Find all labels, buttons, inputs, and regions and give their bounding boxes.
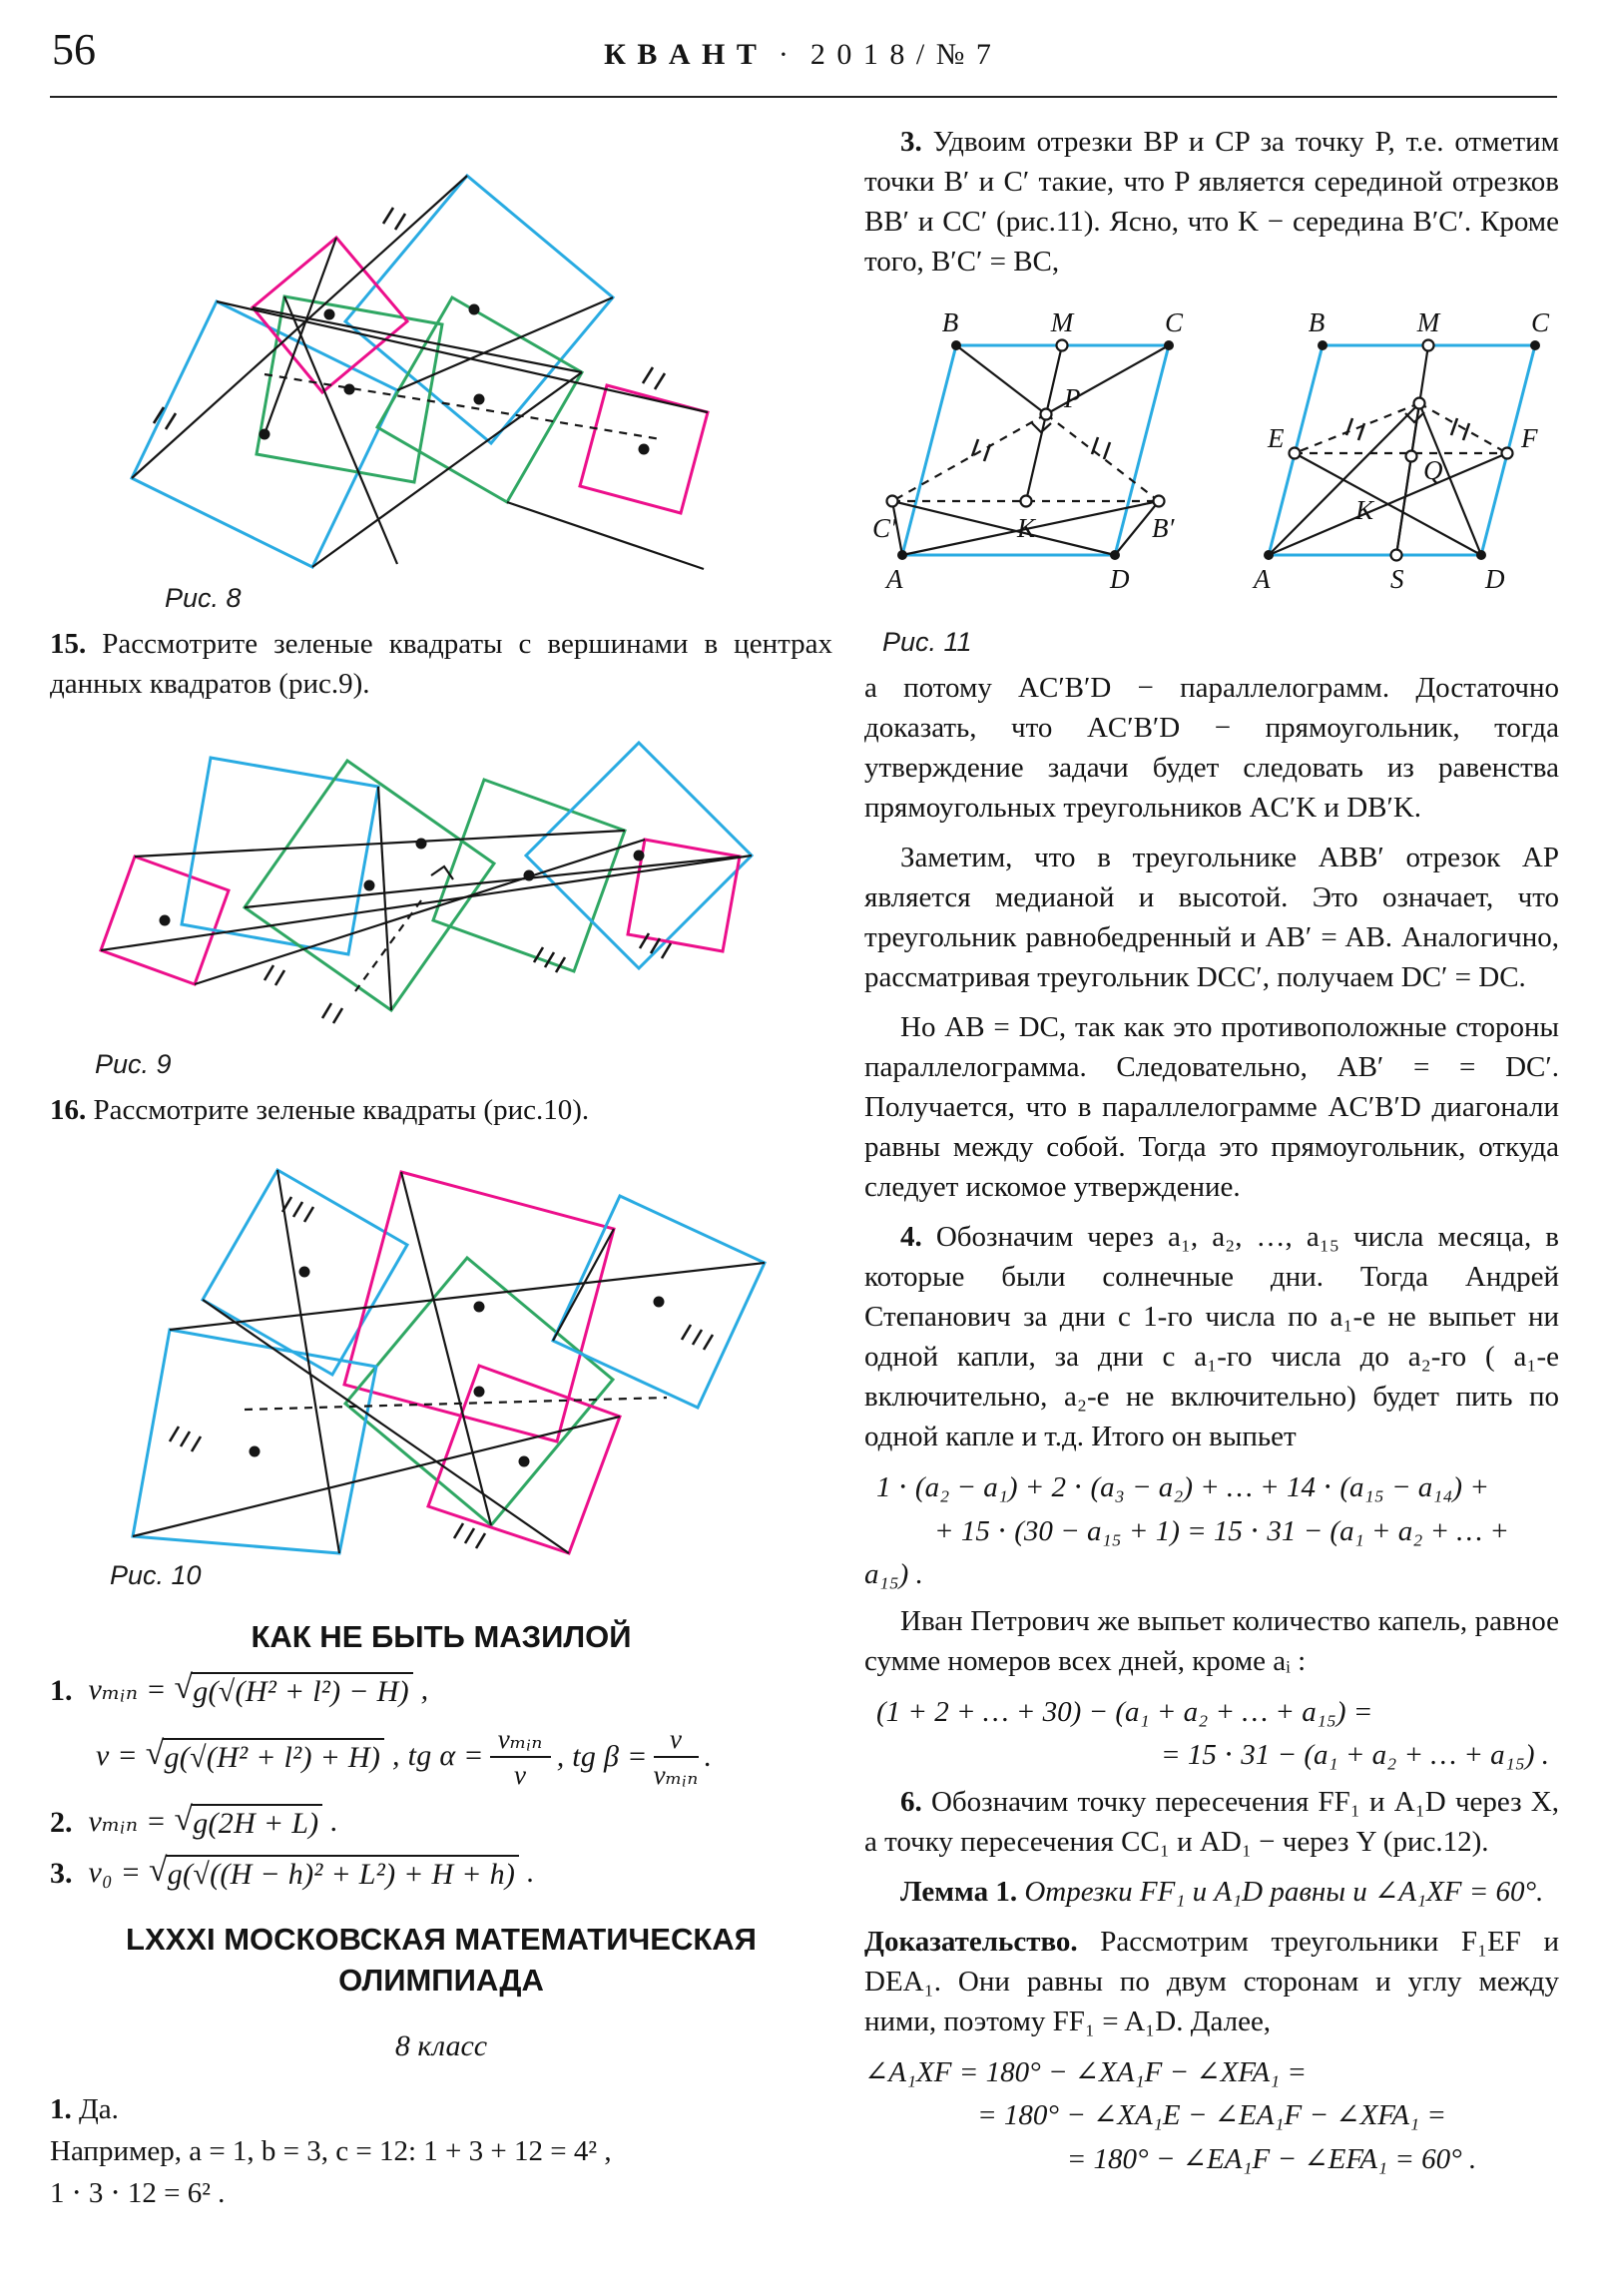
problem-16-number: 16. xyxy=(50,1094,87,1127)
header-rule xyxy=(50,96,1557,98)
formula-1-line1: 1. vₘᵢₙ = √ g(√(H² + l²) − H) , xyxy=(50,1672,832,1711)
svg-text:P: P xyxy=(1064,383,1081,414)
solution-4-number: 4. xyxy=(900,1221,922,1254)
proof-label: Доказательство. xyxy=(864,1925,1078,1958)
svg-text:B′: B′ xyxy=(1152,513,1175,544)
formula-1-line2: v = √ g(√(H² + l²) + H) , tg α = $\frac{\text{vₘᵢₙ}}{v}$ , tg β = $\frac{v}{\text{vₘᵢₙ}}$ . xyxy=(96,1723,713,1791)
solution-3-note: Заметим, что в треугольнике ABB′ отрезок AP является медианой и высотой. Это означает, что треугольник равнобедренный и AB′ = AB. Аналогично, рассматривая треугольник DCC′, получаем DC′ = DC. xyxy=(864,842,1559,994)
problem-15 xyxy=(50,624,832,704)
figure-10-construction-lines xyxy=(133,1170,765,1553)
solution-4: 4. Обозначим через a₁, a₂, …, a₁₅ числа месяца, в которые были солнечные дни. Тогда Андрей Степанович за дни с 1-го числа по a₁-е не выпьет ни одной капли, за дни с a₁-го числа до a₂-го ( a₁-е включительно, a₂-е не включительно) будет пить по одной капле и т.д. Итого он выпьет xyxy=(864,1221,1560,1453)
svg-text:A: A xyxy=(886,564,903,595)
olympiad-heading-line1: LXXXI МОСКОВСКАЯ МАТЕМАТИЧЕСКАЯ xyxy=(126,1921,757,1957)
olympiad-heading-line2: ОЛИМПИАДА xyxy=(338,1962,544,1998)
journal-issue: 2 0 1 8 / № 7 xyxy=(809,38,993,71)
problem-15-text: Рассмотрите зеленые квадраты с вершинами в центрах данных квадратов (рис.9). xyxy=(50,628,832,701)
solution-6-number: 6. xyxy=(900,1785,922,1818)
masthead-separator: · xyxy=(778,38,791,71)
olympiad-answer-1: 1. Да. xyxy=(50,2092,119,2125)
figure-10 xyxy=(50,1142,830,1556)
journal-masthead xyxy=(0,38,1597,72)
lemma-1-proof: Доказательство. Рассмотрим треугольники F₁EF и DEA₁. Они равны по двум сторонам и углу между ними, поэтому FF₁ = A₁D. Далее, xyxy=(864,1925,1560,2037)
svg-text:M: M xyxy=(1050,307,1074,338)
page-number: 56 xyxy=(52,25,96,74)
formula-drops-total: 1 ⋅ (a₂ − a₁) + 2 ⋅ (a₃ − a₂) + … + 14 ⋅ (a₁₅ − a₁₄) + + 15 ⋅ (30 − a₁₅ + 1) = 15 ⋅ 31 − (a₁ + a₂ + … + a₁₅) . xyxy=(864,1471,1509,1591)
svg-text:F: F xyxy=(1521,423,1538,454)
solution-4-ivan: Иван Петрович же выпьет количество капель, равное сумме номеров всех дней, кроме aᵢ : xyxy=(864,1604,1559,1677)
svg-text:D: D xyxy=(1110,564,1130,595)
grade-subheading: 8 класс xyxy=(394,2028,488,2062)
formula-2: 2. vₘᵢₙ = √ g(2H + L) . xyxy=(50,1804,832,1843)
svg-text:Q: Q xyxy=(1423,455,1443,486)
figure-8-colored-squares xyxy=(132,176,708,567)
solution-6: 6. Обозначим точку пересечения FF₁ и A₁D через X, а точку пересечения CC₁ и AD₁ − через Y (рис.12). xyxy=(864,1785,1559,1858)
svg-text:K: K xyxy=(1017,513,1036,544)
lemma-1 xyxy=(864,1872,1559,1912)
solution-3-conclusion: Но AB = DC, так как это противоположные стороны параллелограмма. Следовательно, AB′ = = DC′. Получается, что в параллелограмме AC′B′D диагонали равны между собой. Тогда это прямоугольник, откуда следует искомое утверждение. xyxy=(864,1011,1559,1204)
formula-3: 3. v₀ = √ g(√((H − h)² + L²) + H + h) . xyxy=(50,1855,832,1894)
figure-11-caption: Рис. 11 xyxy=(882,627,972,658)
answer-1-number: 1. xyxy=(50,2092,72,2125)
figure-11-left-parallelogram xyxy=(902,345,1169,555)
figure-9-colored-squares xyxy=(101,743,752,1010)
problem-16-text: Рассмотрите зеленые квадраты (рис.10). xyxy=(93,1094,590,1127)
figure-8-points xyxy=(260,304,650,455)
right-column xyxy=(864,108,1559,2185)
journal-title: К В А Н Т xyxy=(604,38,759,71)
svg-text:A: A xyxy=(1254,564,1271,595)
figure-10-caption: Рис. 10 xyxy=(110,1560,202,1591)
figure-9-caption: Рис. 9 xyxy=(95,1049,172,1080)
olympiad-example-line1: Например, a = 1, b = 3, c = 12: 1 + 3 + 12 = 4² , xyxy=(50,2134,612,2167)
svg-text:M: M xyxy=(1416,307,1440,338)
formula-drops-ivan: (1 + 2 + … + 30) − (a₁ + a₂ + … + a₁₅) = = 15 ⋅ 31 − (a₁ + a₂ + … + a₁₅) . xyxy=(876,1695,1549,1772)
formula-1-number: 1. xyxy=(50,1674,73,1708)
formula-angle-chain: ∠A₁XF = 180° − ∠XA₁F − ∠XFA₁ = = 180° − ∠XA₁E − ∠EA₁F − ∠XFA₁ = = 180° − ∠EA₁F − ∠EFA₁ = 60° . xyxy=(864,2055,1477,2175)
svg-text:S: S xyxy=(1390,564,1404,595)
figure-11-right-lines xyxy=(1269,345,1507,555)
solution-3-intro: 3. Удвоим отрезки BP и CP за точку P, т.е. отметим точки B′ и C′ такие, что P является серединой отрезков BB′ и CC′ (рис.11). Ясно, что K − середина B′C′. Кроме того, B′C′ = BC, xyxy=(864,126,1559,279)
figure-8 xyxy=(50,120,830,579)
svg-text:K: K xyxy=(1355,495,1374,526)
svg-text:C: C xyxy=(1164,307,1184,338)
fraction-tg-beta: $\frac{v}{\text{vₘᵢₙ}}$ xyxy=(653,1723,699,1791)
svg-text:E: E xyxy=(1268,423,1285,454)
problem-16 xyxy=(50,1090,832,1130)
solution-3-number: 3. xyxy=(900,126,922,158)
formula-2-number: 2. xyxy=(50,1806,73,1840)
problem-15-number: 15. xyxy=(50,628,87,660)
lemma-1-label: Лемма 1. xyxy=(900,1875,1018,1908)
figure-11-right-points xyxy=(1264,340,1540,561)
svg-text:B: B xyxy=(941,307,959,338)
svg-text:C′: C′ xyxy=(872,513,896,544)
lemma-1-statement: Отрезки FF₁ и A₁D равны и ∠A₁XF = 60°. xyxy=(1024,1875,1544,1908)
figure-9 xyxy=(50,716,830,1045)
section-heading-olympiad xyxy=(50,1920,832,2002)
svg-text:C: C xyxy=(1530,307,1550,338)
formula-block-1 xyxy=(50,1668,832,1792)
section-heading-shooting: КАК НЕ БЫТЬ МАЗИЛОЙ xyxy=(251,1619,632,1655)
figure-11 xyxy=(864,293,1559,623)
olympiad-example-line2: 1 ⋅ 3 ⋅ 12 = 6² . xyxy=(50,2176,226,2209)
svg-text:B: B xyxy=(1308,307,1326,338)
svg-text:D: D xyxy=(1485,564,1505,595)
fraction-tg-alpha: $\frac{\text{vₘᵢₙ}}{v}$ xyxy=(490,1723,551,1792)
solution-3-continuation: а потому AC′B′D − параллелограмм. Достаточно доказать, что AC′B′D − прямоугольник, тогда утверждение задачи будет следовать из равенства прямоугольных треугольников AC′K и DB′K. xyxy=(864,672,1559,825)
formula-3-number: 3. xyxy=(50,1857,73,1891)
figure-8-caption: Рис. 8 xyxy=(165,583,242,613)
left-column xyxy=(50,108,832,2213)
